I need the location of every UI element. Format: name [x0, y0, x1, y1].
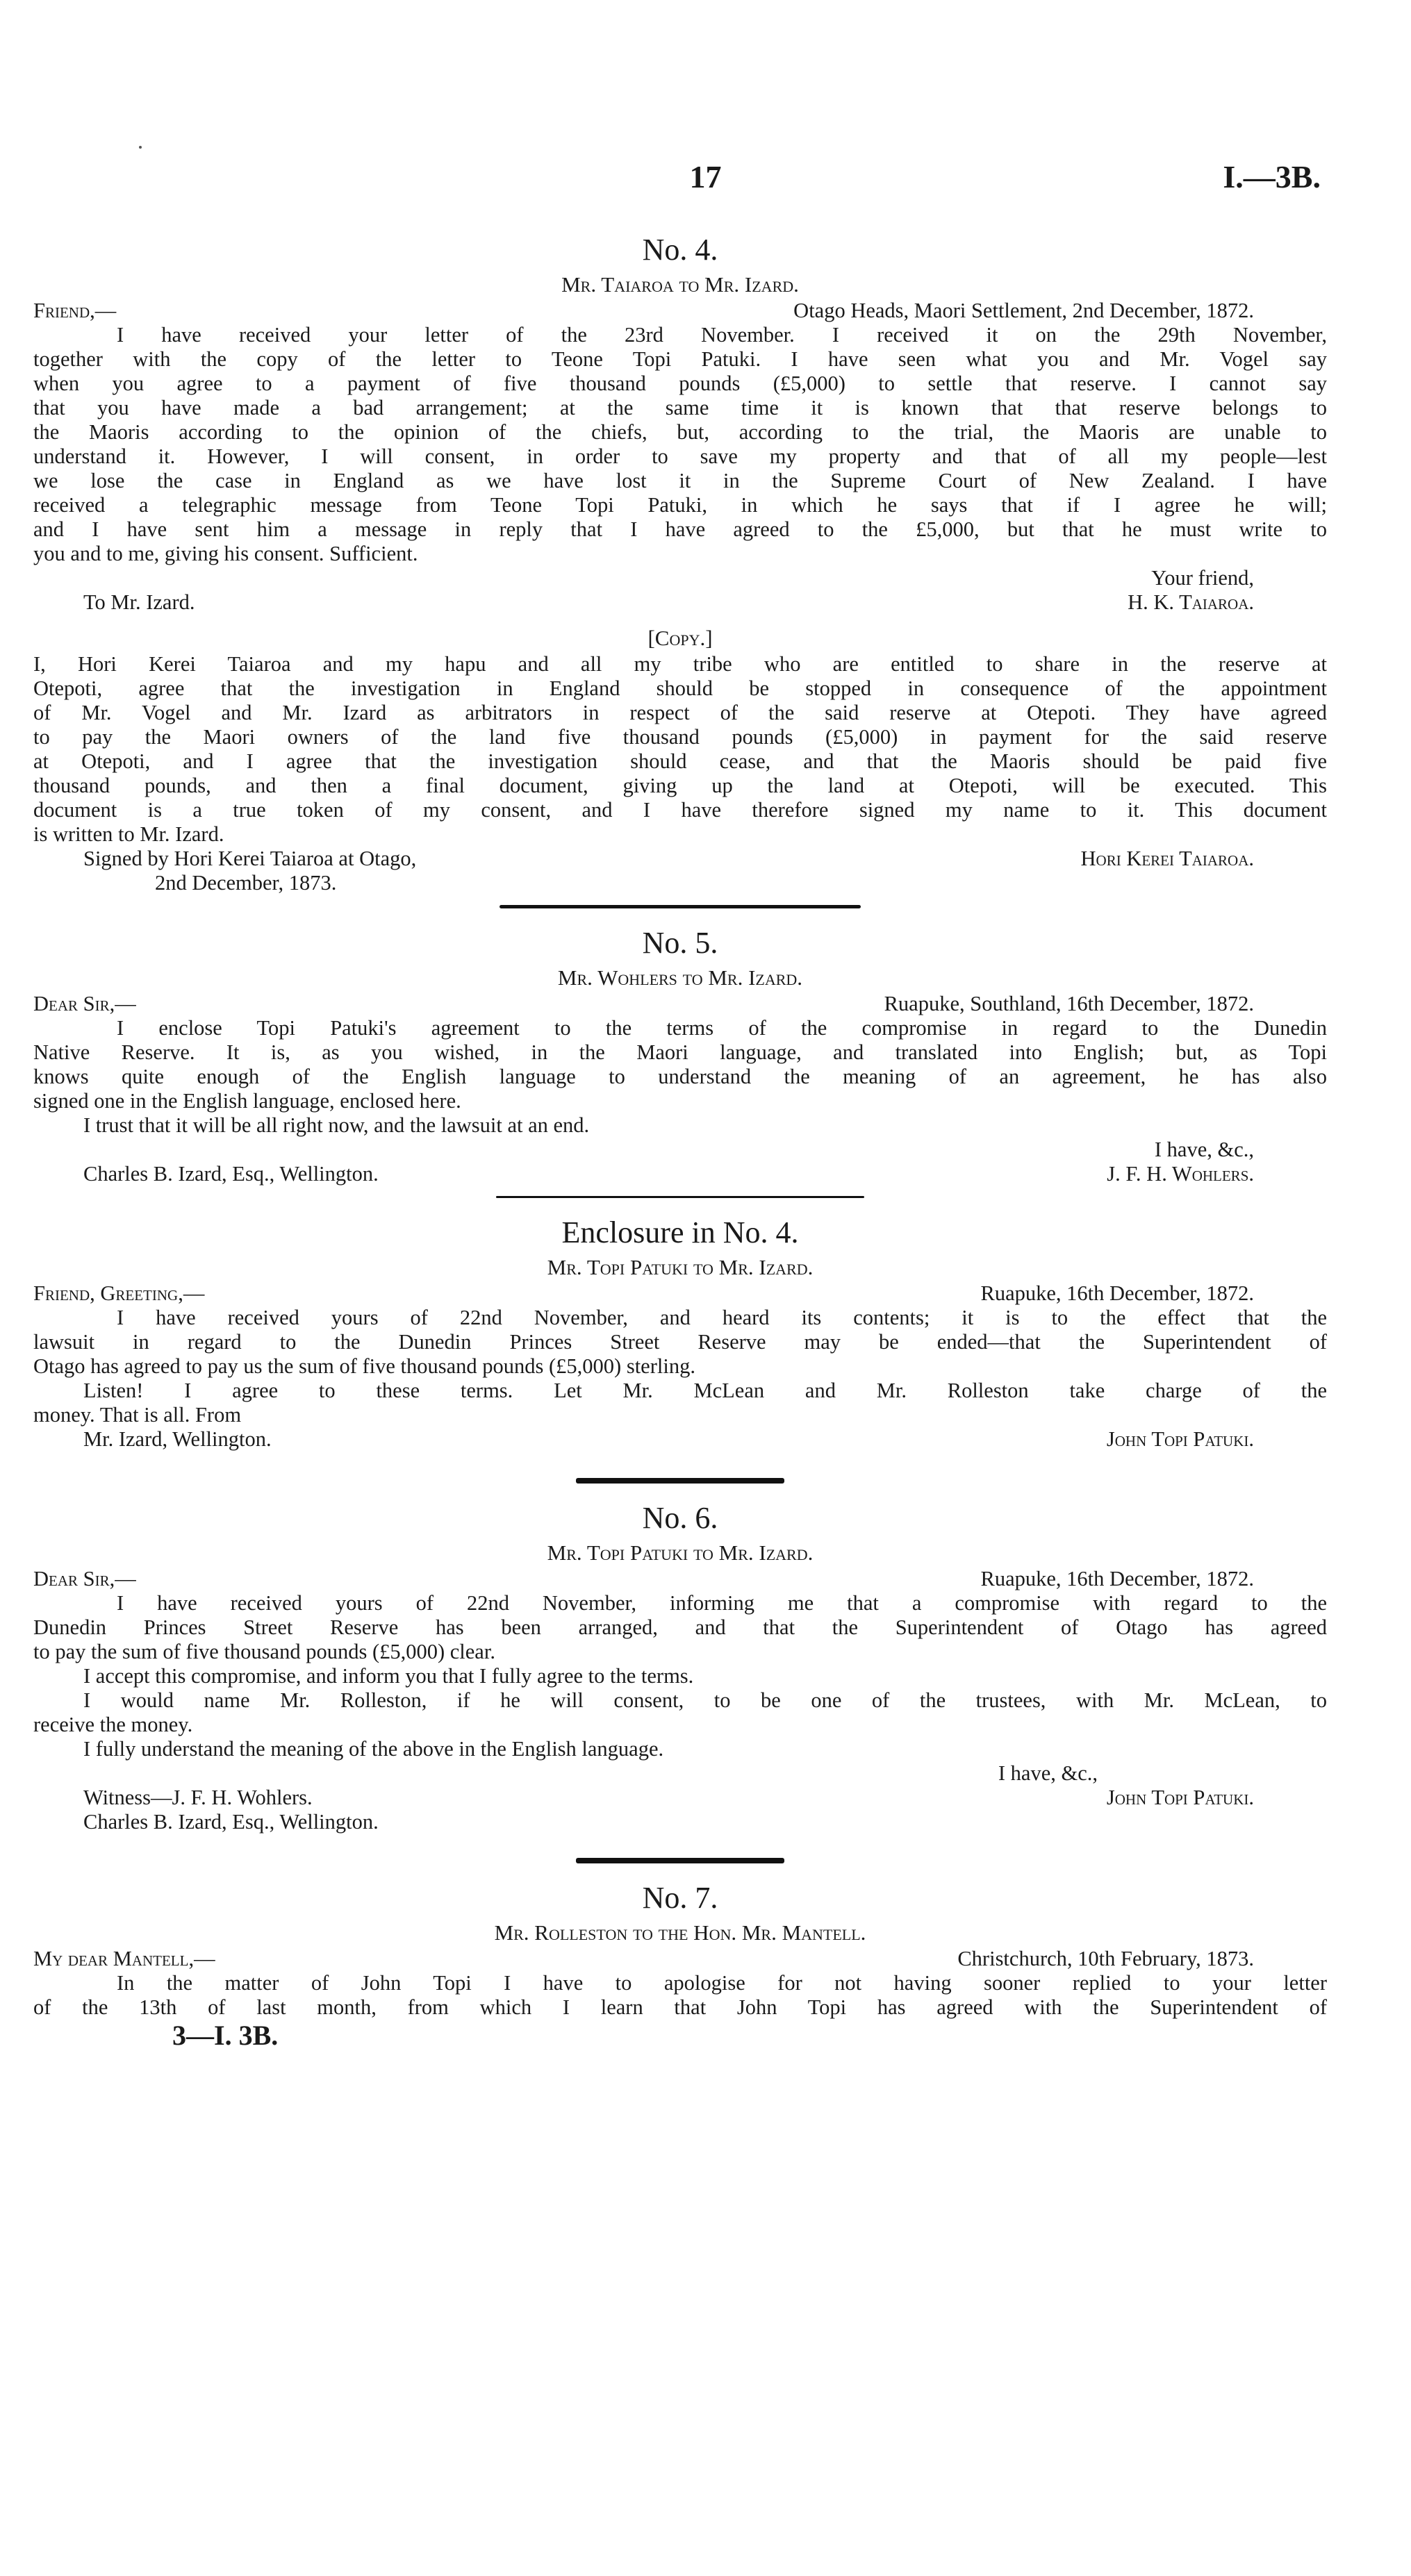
letter-heading-no6 [33, 1567, 1327, 1591]
body-line: I would name Mr. Rolleston, if he will consent, to be one of the trustees, with Mr. McLean, to [83, 1688, 1327, 1712]
salutation: My dear Mantell,— [33, 1947, 215, 1970]
signature-row-no6 [33, 1786, 1327, 1810]
page-body [33, 153, 1327, 2052]
closing: I have, &c., [1154, 1138, 1254, 1161]
signed-date: 2nd December, 1873. [155, 871, 337, 895]
body-line: signed one in the English language, enclosed here. [33, 1089, 461, 1113]
body-line: of Mr. Vogel and Mr. Izard as arbitrators in respect of the said reserve at Otepoti. They have agreed [33, 701, 1327, 724]
signature-row-no5 [33, 1162, 1327, 1186]
body-line: Otepoti, agree that the investigation in England should be stopped in consequence of the appointment [33, 676, 1327, 700]
body-line: I trust that it will be all right now, and the lawsuit at an end. [83, 1113, 590, 1137]
letter-heading-no7 [33, 1947, 1327, 1971]
body-line: to pay the Maori owners of the land five thousand pounds (£5,000) in payment for the said reserve [33, 725, 1327, 749]
body-line: you and to me, giving his consent. Sufficient. [33, 542, 418, 565]
body-line: when you agree to a payment of five thousand pounds (£5,000) to settle that reserve. I cannot say [33, 372, 1327, 395]
salutation: Dear Sir,— [33, 992, 136, 1015]
body-line: document is a true token of my consent, and I have therefore signed my name to it. This document [33, 798, 1327, 822]
signature-row-no4 [33, 590, 1327, 615]
body-line: lawsuit in regard to the Dunedin Princes Street Reserve may be ended—that the Superintendent of [33, 1330, 1327, 1354]
signed-row [33, 847, 1327, 871]
place-date: Otago Heads, Maori Settlement, 2nd December, 1872. [793, 299, 1254, 322]
body-line: I accept this compromise, and inform you that I fully agree to the terms. [83, 1664, 694, 1688]
section-title-no5: No. 5. [642, 926, 718, 960]
body-line: Dunedin Princes Street Reserve has been arranged, and that the Superintendent of Otago has agreed [33, 1615, 1327, 1639]
closing: I have, &c., [998, 1761, 1098, 1785]
addressee: Charles B. Izard, Esq., Wellington. [83, 1162, 379, 1186]
section-subtitle-enclosure: Mr. Topi Patuki to Mr. Izard. [547, 1255, 814, 1279]
body-line: is written to Mr. Izard. [33, 822, 224, 846]
addressee: Mr. Izard, Wellington. [83, 1427, 272, 1451]
section-divider [576, 1858, 784, 1863]
copy-label: [Copy.] [647, 626, 713, 650]
signature-row-enclosure [33, 1427, 1327, 1452]
section-title-no7: No. 7. [642, 1881, 718, 1915]
place-date: Christchurch, 10th February, 1873. [957, 1947, 1254, 1970]
body-line: I have received your letter of the 23rd November. I received it on the 29th November, [117, 323, 1327, 347]
signature-mark: 3—I. 3B. [172, 2020, 279, 2051]
section-divider [500, 905, 861, 908]
salutation: Friend, Greeting,— [33, 1281, 205, 1305]
body-line: together with the copy of the letter to Teone Topi Patuki. I have seen what you and Mr. Vogel say [33, 347, 1327, 371]
section-subtitle-no4: Mr. Taiaroa to Mr. Izard. [561, 272, 799, 297]
place-date: Ruapuke, 16th December, 1872. [980, 1567, 1254, 1590]
body-line: of the 13th of last month, from which I learn that John Topi has agreed with the Superintendent of [33, 1995, 1327, 2019]
signature: John Topi Patuki. [1106, 1427, 1254, 1451]
body-line: In the matter of John Topi I have to apologise for not having sooner replied to your letter [117, 1971, 1327, 1995]
salutation: Friend,— [33, 299, 117, 322]
body-line: I, Hori Kerei Taiaroa and my hapu and all my tribe who are entitled to share in the reserve at [33, 652, 1327, 676]
salutation: Dear Sir,— [33, 1567, 136, 1590]
section-title-no6: No. 6. [642, 1501, 718, 1535]
section-title-enclosure: Enclosure in No. 4. [561, 1215, 799, 1249]
body-line: we lose the case in England as we have lost it in the Supreme Court of New Zealand. I have [33, 469, 1327, 492]
body-line: I enclose Topi Patuki's agreement to the terms of the compromise in regard to the Dunedin [117, 1016, 1327, 1040]
section-subtitle-no6: Mr. Topi Patuki to Mr. Izard. [547, 1540, 814, 1565]
body-line: thousand pounds, and then a final document, giving up the land at Otepoti, will be executed. This [33, 774, 1327, 797]
body-line: to pay the sum of five thousand pounds (£5,000) clear. [33, 1640, 495, 1663]
addressee: Charles B. Izard, Esq., Wellington. [83, 1810, 379, 1834]
section-subtitle-no7: Mr. Rolleston to the Hon. Mr. Mantell. [494, 1920, 866, 1945]
letter-heading-no5 [33, 992, 1327, 1016]
body-line: at Otepoti, and I agree that the investigation should cease, and that the Maoris should be paid five [33, 749, 1327, 773]
body-line: I have received yours of 22nd November, and heard its contents; it is to the effect that the [117, 1306, 1327, 1329]
letter-heading-no4 [33, 299, 1327, 323]
signature: Hori Kerei Taiaroa. [1080, 847, 1254, 870]
body-line: receive the money. [33, 1713, 193, 1736]
page-number: 17 [689, 159, 722, 194]
body-line: understand it. However, I will consent, in order to save my property and that of all my people—lest [33, 444, 1327, 468]
body-line: the Maoris according to the opinion of the chiefs, but, according to the trial, the Maoris are unable to [33, 420, 1327, 444]
signed-statement: Signed by Hori Kerei Taiaroa at Otago, [83, 847, 417, 870]
body-line: and I have sent him a message in reply that I have agreed to the £5,000, but that he must write to [33, 517, 1327, 541]
body-line: I fully understand the meaning of the above in the English language. [83, 1737, 664, 1761]
closing: Your friend, [1151, 566, 1254, 590]
body-line: that you have made a bad arrangement; at the same time it is known that that reserve belongs to [33, 396, 1327, 419]
document-reference: I.—3B. [1223, 159, 1321, 194]
body-line: Listen! I agree to these terms. Let Mr. McLean and Mr. Rolleston take charge of the [83, 1379, 1327, 1402]
letter-heading-enclosure [33, 1281, 1327, 1306]
body-line: received a telegraphic message from Teone Topi Patuki, in which he says that if I agree he will; [33, 493, 1327, 517]
body-line: Native Reserve. It is, as you wished, in the Maori language, and translated into English; but, as Topi [33, 1040, 1327, 1064]
place-date: Ruapuke, 16th December, 1872. [980, 1281, 1254, 1305]
body-line: money. That is all. From [33, 1403, 242, 1427]
signature: John Topi Patuki. [1106, 1786, 1254, 1809]
section-subtitle-no5: Mr. Wohlers to Mr. Izard. [557, 965, 803, 990]
section-divider [576, 1478, 784, 1484]
speck-mark [139, 146, 142, 149]
witness: Witness—J. F. H. Wohlers. [83, 1786, 313, 1809]
signature: J. F. H. Wohlers. [1107, 1162, 1254, 1186]
body-line: I have received yours of 22nd November, informing me that a compromise with regard to the [117, 1591, 1327, 1615]
addressee: To Mr. Izard. [83, 590, 195, 614]
section-title-no4: No. 4. [642, 233, 718, 267]
body-line: knows quite enough of the English language to understand the meaning of an agreement, he has also [33, 1065, 1327, 1088]
section-divider [496, 1196, 864, 1198]
signature: H. K. Taiaroa. [1128, 590, 1254, 614]
place-date: Ruapuke, Southland, 16th December, 1872. [884, 992, 1254, 1015]
body-line: Otago has agreed to pay us the sum of five thousand pounds (£5,000) sterling. [33, 1354, 695, 1378]
